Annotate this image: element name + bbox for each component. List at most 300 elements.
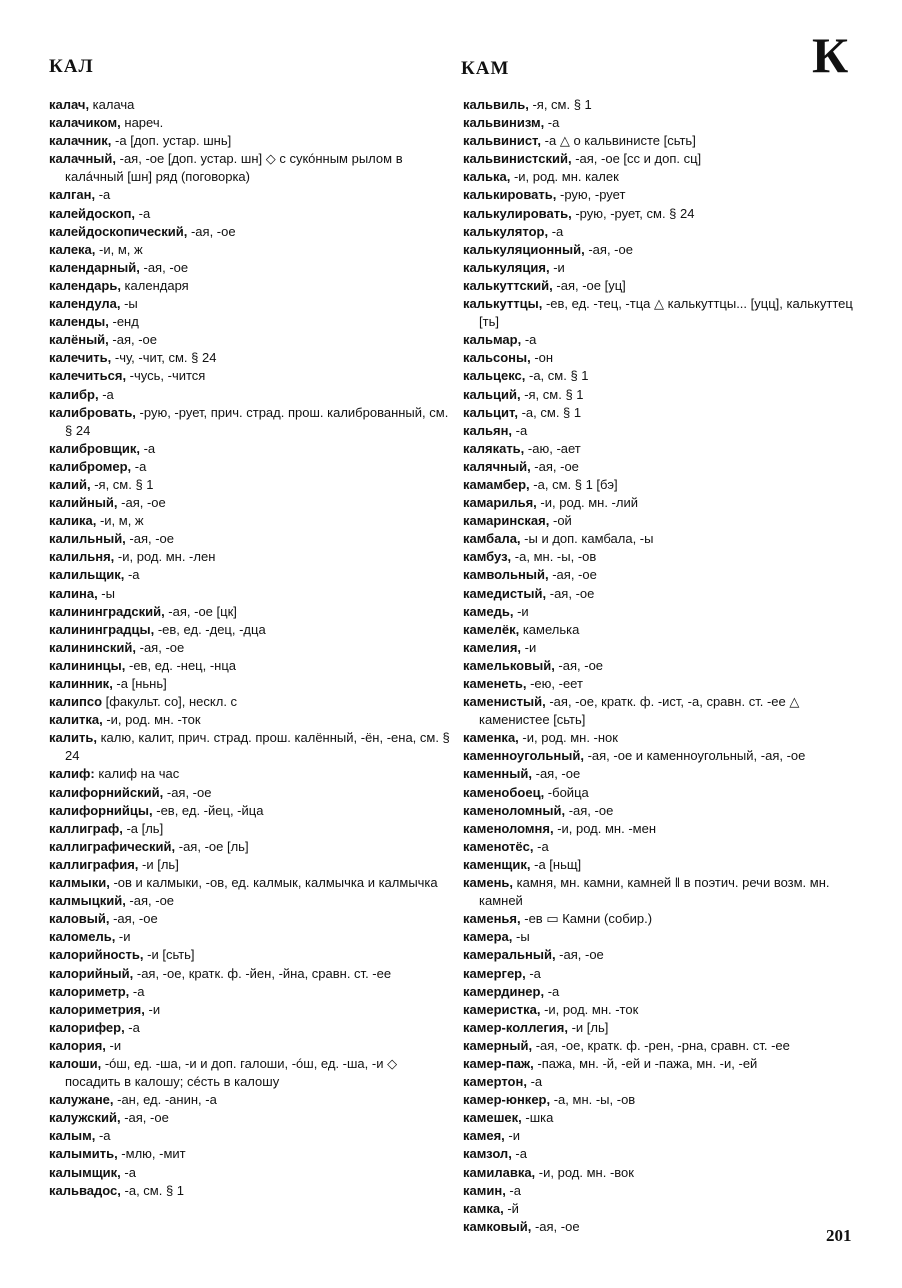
entry-grammar: -ая, -ое [сс и доп. сц] [571, 151, 702, 167]
entry-grammar: [факульт. со], нескл. с [102, 694, 238, 710]
entry-grammar: калиф на час [94, 766, 180, 782]
entry-headword: калым, [49, 1128, 96, 1144]
entry-grammar: -а, см. § 1 [525, 368, 589, 384]
entry-headword: каменщик, [463, 856, 531, 872]
entry-headword: калмыцкий, [49, 893, 126, 909]
dictionary-entry [49, 838, 455, 856]
dictionary-entry [49, 1091, 455, 1109]
entry-headword: камень, [463, 875, 514, 891]
entry-headword: калипсо [49, 694, 103, 710]
dictionary-entry [463, 1055, 861, 1073]
entry-headword: камер-юнкер, [463, 1092, 551, 1108]
dictionary-entry [49, 331, 455, 349]
entry-grammar: -а [120, 1164, 136, 1180]
entry-grammar: -а [95, 1128, 111, 1144]
entry-headword: кальвинист, [463, 133, 542, 149]
dictionary-entry [463, 639, 861, 657]
dictionary-entry [463, 132, 861, 150]
entry-headword: камамбер, [463, 476, 530, 492]
dictionary-entry [463, 784, 861, 802]
entry-grammar: -а [505, 1182, 521, 1198]
entry-grammar: -и [ль] [567, 1019, 609, 1035]
dictionary-entry [49, 404, 455, 440]
entry-grammar: -а [525, 965, 541, 981]
dictionary-entry [49, 820, 455, 838]
dictionary-entry [49, 874, 455, 892]
entry-grammar: -а [98, 386, 114, 402]
entry-grammar: -а, см. § 1 [517, 404, 582, 420]
entry-headword: калитка, [49, 712, 103, 728]
entry-grammar: -ая, -ое [548, 567, 597, 583]
entry-grammar: -и, род. мн. -ток [540, 1001, 639, 1017]
dictionary-entry [49, 1037, 455, 1055]
entry-headword: калоши, [49, 1055, 102, 1071]
left-guide-word: КАЛ [49, 56, 94, 77]
entry-headword: калориметрия, [49, 1001, 145, 1017]
entry-headword: калымщик, [49, 1164, 121, 1180]
dictionary-entry [49, 1145, 455, 1163]
entry-headword: каломель, [49, 929, 116, 945]
entry-headword: календарь, [49, 277, 121, 293]
entry-grammar: -ы [97, 585, 115, 601]
dictionary-entry [49, 639, 455, 657]
entry-grammar: -аю, -ает [524, 440, 581, 456]
entry-grammar: -и, род. мн. -лий [536, 495, 638, 511]
dictionary-entry [49, 675, 455, 693]
dictionary-entry [463, 965, 861, 983]
entry-grammar: -а [544, 115, 560, 131]
dictionary-entry [463, 1001, 861, 1019]
entry-headword: калмыки, [49, 875, 110, 891]
dictionary-entry [49, 277, 455, 295]
dictionary-entry [49, 313, 455, 331]
dictionary-entry [463, 946, 861, 964]
dictionary-entry [463, 1127, 861, 1145]
dictionary-entry [463, 476, 861, 494]
entry-grammar: -а, мн. -ы, -ов [550, 1092, 636, 1108]
entry-grammar: -а [533, 838, 549, 854]
dictionary-entry [463, 1145, 861, 1163]
dictionary-entry [463, 585, 861, 603]
entry-grammar: -ая, -ое [уц] [552, 277, 626, 293]
dictionary-entry [49, 440, 455, 458]
entry-grammar: камелька [519, 621, 580, 637]
dictionary-entry [463, 295, 861, 331]
entry-grammar: -ая, -ое, кратк. ф. -ист, -а, сравн. ст. -ее △ каменистее [сьть] [479, 694, 800, 728]
entry-grammar: -а [139, 440, 156, 456]
entry-grammar: нареч. [120, 115, 164, 131]
entry-headword: кальвинистский, [463, 151, 572, 167]
entry-headword: калорийность, [49, 947, 144, 963]
entry-grammar: -а △ о кальвинисте [сьть] [541, 133, 696, 149]
entry-grammar: -а [131, 458, 147, 474]
entry-headword: кальсоны, [463, 350, 531, 366]
dictionary-entry [49, 205, 455, 223]
entry-headword: кальвадос, [49, 1182, 121, 1198]
entry-grammar: -ая, -ое [139, 259, 189, 275]
entry-headword: каменотёс, [463, 838, 534, 854]
entry-headword: камин, [463, 1182, 506, 1198]
dictionary-entry [49, 856, 455, 874]
entry-grammar: -и [521, 639, 537, 655]
dictionary-entry [49, 729, 455, 765]
entry-headword: каллиграфический, [49, 838, 176, 854]
entry-grammar: -ев, ед. -тец, -тца △ калькуттцы... [уцц], калькуттец [ть] [479, 296, 853, 330]
dictionary-entry [49, 566, 455, 584]
dictionary-entry [463, 404, 861, 422]
entry-headword: калибровщик, [49, 440, 140, 456]
dictionary-entry [49, 386, 455, 404]
entry-grammar: -и [513, 603, 529, 619]
dictionary-entry [49, 603, 455, 621]
entry-headword: калибромер, [49, 458, 132, 474]
entry-headword: калильщик, [49, 567, 125, 583]
entry-grammar: -а, мн. -ы, -ов [511, 549, 597, 565]
entry-grammar: -пажа, мн. -й, -ей и -пажа, мн. -и, -ей [533, 1055, 758, 1071]
entry-headword: калиф: [49, 766, 95, 782]
entry-grammar: -и [115, 929, 131, 945]
entry-headword: каменобоец, [463, 784, 545, 800]
entry-headword: камер-коллегия, [463, 1019, 568, 1035]
dictionary-entry [463, 1200, 861, 1218]
entry-headword: калькуттский, [463, 277, 553, 293]
entry-headword: камертон, [463, 1074, 527, 1090]
dictionary-entry [463, 168, 861, 186]
entry-grammar: -а [ньщ] [530, 856, 582, 872]
dictionary-entry [463, 729, 861, 747]
dictionary-entry [463, 386, 861, 404]
dictionary-entry [49, 530, 455, 548]
entry-headword: калить, [49, 730, 97, 746]
entry-headword: калган, [49, 187, 96, 203]
entry-headword: калининградский, [49, 603, 165, 619]
entry-grammar: -ая, -ое [531, 1218, 580, 1234]
entry-grammar: -ев, ед. -дец, -дца [154, 621, 266, 637]
entry-headword: калина, [49, 585, 98, 601]
entry-grammar: -ею, -еет [526, 676, 583, 691]
dictionary-entry [49, 1182, 455, 1200]
dictionary-entry [49, 132, 455, 150]
entry-grammar: -ая, -ое [530, 458, 579, 474]
dictionary-entry [463, 1218, 861, 1236]
dictionary-entry [49, 946, 455, 964]
dictionary-entry [49, 114, 455, 132]
dictionary-entry [463, 512, 861, 530]
entry-headword: калач, [49, 97, 90, 112]
dictionary-entry [49, 1109, 455, 1127]
entry-grammar: -ая, -ое [546, 585, 595, 601]
entry-grammar: -óш, ед. -ша, -и и доп. галоши, -óш, ед. -ша, -и ◇ посадить в калошу; сéсть в калошу [65, 1055, 398, 1090]
dictionary-entry [49, 928, 455, 946]
entry-headword: калейдоскопический, [49, 223, 188, 239]
entry-grammar: -а [ль] [122, 820, 164, 836]
right-column [463, 96, 861, 1236]
entry-headword: калечить, [49, 350, 112, 366]
entry-grammar: -ая, -ое [554, 657, 604, 673]
entry-headword: калорифер, [49, 1019, 125, 1035]
entry-headword: калёный, [49, 332, 109, 348]
dictionary-entry [463, 186, 861, 204]
entry-grammar: -ая, -ое [120, 1110, 169, 1126]
page-number: 201 [826, 1226, 852, 1245]
entry-grammar: -и, род. мн. -мен [553, 820, 657, 836]
dictionary-entry [463, 259, 861, 277]
entry-headword: камарилья, [463, 495, 537, 511]
entry-headword: калининцы, [49, 657, 126, 673]
dictionary-entry [463, 530, 861, 548]
entry-headword: камка, [463, 1200, 504, 1216]
entry-headword: кальцекс, [463, 368, 526, 384]
entry-headword: калымить, [49, 1146, 118, 1162]
entry-headword: калькуляционный, [463, 241, 585, 257]
entry-headword: камеральный, [463, 947, 556, 963]
entry-grammar: -й [503, 1200, 519, 1216]
entry-headword: камелия, [463, 639, 522, 655]
entry-grammar: -я, см. § 1 [90, 476, 154, 492]
dictionary-entry [463, 331, 861, 349]
entry-grammar: -а [548, 223, 564, 239]
dictionary-entry [49, 259, 455, 277]
entry-headword: камеристка, [463, 1001, 541, 1017]
entry-headword: камергер, [463, 965, 526, 981]
dictionary-entry [463, 603, 861, 621]
dictionary-entry [463, 928, 861, 946]
entry-grammar: -ан, ед. -анин, -а [113, 1092, 217, 1108]
entry-grammar: калача [89, 97, 135, 112]
dictionary-entry [49, 621, 455, 639]
dictionary-entry [463, 802, 861, 820]
entry-headword: камея, [463, 1128, 505, 1144]
entry-grammar: -шка [521, 1110, 554, 1126]
right-guide-word: КАМ [461, 58, 510, 79]
entry-grammar: -и, род. мн. калек [510, 169, 619, 185]
dictionary-entry [49, 983, 455, 1001]
entry-headword: каменка, [463, 730, 519, 746]
dictionary-entry [49, 910, 455, 928]
entry-grammar: -а, см. § 1 [120, 1182, 185, 1198]
entry-grammar: -и [105, 1037, 122, 1053]
dictionary-entry [463, 494, 861, 512]
dictionary-entry [49, 512, 455, 530]
entry-headword: калячный, [463, 458, 531, 474]
dictionary-entry [49, 892, 455, 910]
entry-grammar: -я, см. § 1 [528, 97, 592, 112]
entry-grammar: -и, м, ж [95, 241, 143, 257]
dictionary-entry [463, 747, 861, 765]
dictionary-entry [49, 1127, 455, 1145]
dictionary-entry [463, 566, 861, 584]
dictionary-entry [463, 675, 861, 693]
dictionary-entry [49, 458, 455, 476]
dictionary-entry [49, 1055, 455, 1091]
entry-grammar: -ов и калмыки, -ов, ед. калмык, калмычка и калмычка [109, 875, 438, 891]
dictionary-entry [463, 1109, 861, 1127]
entry-grammar: -а [521, 332, 537, 348]
dictionary-entry [463, 983, 861, 1001]
entry-headword: калачиком, [49, 115, 121, 131]
entry-grammar: -и [549, 259, 565, 275]
dictionary-entry [463, 277, 861, 295]
dictionary-entry [49, 494, 455, 512]
entry-headword: каменноугольный, [463, 748, 584, 764]
entry-grammar: -а [124, 567, 140, 583]
entry-headword: калька, [463, 169, 511, 185]
entry-headword: калильня, [49, 549, 115, 565]
dictionary-entry [49, 186, 455, 204]
entry-grammar: -чу, -чит, см. § 24 [111, 350, 217, 366]
entry-grammar: -ы [120, 296, 138, 312]
dictionary-entry [463, 1091, 861, 1109]
entry-grammar: -ая, -ое [565, 802, 614, 818]
dictionary-entry [463, 621, 861, 639]
entry-grammar: -ая, -ое, кратк. ф. -йен, -йна, сравн. ст. -ее [133, 965, 392, 981]
entry-headword: калужский, [49, 1110, 121, 1126]
entry-grammar: -я, см. § 1 [520, 386, 584, 402]
entry-headword: кальвиль, [463, 97, 529, 112]
dictionary-entry [463, 422, 861, 440]
dictionary-entry [49, 548, 455, 566]
entry-headword: камедь, [463, 603, 514, 619]
entry-headword: калькулятор, [463, 223, 549, 239]
entry-headword: каменистый, [463, 694, 546, 710]
entry-headword: калифорнийский, [49, 784, 164, 800]
entry-grammar: -ая, -ое [555, 947, 604, 963]
dictionary-entry [463, 1019, 861, 1037]
dictionary-entry [463, 874, 861, 910]
entry-grammar: -ая, -ое [цк] [164, 603, 237, 619]
entry-grammar: -ая, -ое [125, 531, 175, 547]
entry-grammar: -рую, -рует, см. § 24 [571, 205, 695, 221]
entry-grammar: -ая, -ое [117, 495, 166, 511]
dictionary-entry [49, 1164, 455, 1182]
dictionary-entry [49, 96, 455, 114]
entry-headword: калькировать, [463, 187, 557, 203]
entry-grammar: -и, род. мн. -лен [114, 549, 216, 565]
entry-grammar: -а [526, 1074, 543, 1090]
entry-headword: календарный, [49, 259, 140, 275]
entry-headword: калифорнийцы, [49, 802, 153, 818]
dictionary-entry [463, 349, 861, 367]
entry-headword: каменоломня, [463, 820, 554, 836]
entry-grammar: -и [ль] [138, 856, 179, 872]
entry-headword: калачный, [49, 151, 117, 167]
entry-headword: календула, [49, 296, 121, 312]
entry-grammar: камня, мн. камни, камней ‖ в поэтич. речи возм. мн. камней [479, 875, 830, 909]
entry-headword: калачник, [49, 133, 112, 149]
entry-headword: кальцит, [463, 404, 518, 420]
entry-grammar: -рую, -рует [556, 187, 626, 203]
dictionary-entry [49, 476, 455, 494]
dictionary-entry [463, 205, 861, 223]
entry-headword: кальций, [463, 386, 521, 402]
dictionary-entry [463, 114, 861, 132]
entry-grammar: -и [504, 1128, 520, 1144]
entry-headword: калькуляция, [463, 259, 550, 275]
dictionary-entry [463, 1073, 861, 1091]
dictionary-entry [49, 367, 455, 385]
entry-grammar: -ая, -ое, кратк. ф. -рен, -рна, сравн. ст. -ее [532, 1037, 790, 1053]
dictionary-entry [463, 820, 861, 838]
entry-headword: камешек, [463, 1110, 522, 1126]
dictionary-entry [463, 657, 861, 675]
entry-grammar: -и, род. мн. -ток [102, 712, 201, 728]
entry-grammar: -рую, -рует, прич. страд. прош. калиброванный, см. § 24 [65, 404, 449, 438]
entry-headword: камерный, [463, 1037, 533, 1053]
entry-headword: камера, [463, 929, 513, 945]
entry-headword: калика, [49, 513, 97, 529]
entry-headword: калибровать, [49, 404, 136, 420]
entry-headword: кальвинизм, [463, 115, 545, 131]
entry-grammar: калю, калит, прич. страд. прош. калённый, -ён, -ена, см. § 24 [65, 730, 450, 764]
entry-grammar: -и, род. мн. -вок [535, 1164, 634, 1180]
dictionary-entry [463, 367, 861, 385]
entry-grammar: -и, род. мн. -нок [518, 730, 618, 746]
dictionary-entry [49, 295, 455, 313]
entry-headword: калория, [49, 1037, 106, 1053]
entry-grammar: -ев, ед. -нец, -нца [125, 657, 237, 673]
dictionary-entry [463, 150, 861, 168]
entry-grammar: календаря [120, 277, 189, 293]
entry-headword: калькуттцы, [463, 296, 543, 312]
section-letter: К [812, 27, 849, 83]
entry-headword: камилавка, [463, 1164, 536, 1180]
entry-headword: калейдоскоп, [49, 205, 136, 221]
entry-headword: камердинер, [463, 983, 545, 999]
entry-grammar: -и [144, 1001, 161, 1017]
entry-grammar: -и [сьть] [143, 947, 195, 963]
entry-grammar: -а [доп. устар. шнь] [111, 133, 232, 149]
dictionary-entry [49, 711, 455, 729]
entry-grammar: -чусь, -чится [126, 368, 206, 384]
entry-headword: калинник, [49, 676, 113, 691]
entry-headword: калорийный, [49, 965, 134, 981]
entry-headword: камаринская, [463, 513, 550, 529]
entry-headword: калибр, [49, 386, 99, 402]
entry-grammar: -енд [108, 314, 139, 330]
dictionary-entry [49, 223, 455, 241]
entry-headword: калильный, [49, 531, 126, 547]
entry-headword: каменоломный, [463, 802, 566, 818]
entry-grammar: -а [129, 983, 145, 999]
dictionary-entry [49, 1001, 455, 1019]
entry-grammar: -а [95, 187, 111, 203]
dictionary-entry [463, 1164, 861, 1182]
entry-grammar: -он [530, 350, 554, 366]
entry-grammar: -ы и доп. камбала, -ы [520, 531, 654, 547]
entry-grammar: -а, см. § 1 [бэ] [529, 476, 618, 492]
dictionary-entry [49, 693, 455, 711]
entry-grammar: -млю, -мит [117, 1146, 186, 1162]
dictionary-entry [49, 1019, 455, 1037]
entry-headword: каловый, [49, 911, 110, 927]
dictionary-entry [463, 1182, 861, 1200]
dictionary-entry [463, 440, 861, 458]
dictionary-entry [463, 910, 861, 928]
entry-headword: калининградцы, [49, 621, 155, 637]
entry-headword: калужане, [49, 1092, 114, 1108]
entry-headword: каллиграф, [49, 820, 123, 836]
dictionary-entry [49, 784, 455, 802]
entry-grammar: -бойца [544, 784, 589, 800]
entry-headword: кальян, [463, 422, 513, 438]
entry-headword: камзол, [463, 1146, 512, 1162]
dictionary-entry [49, 965, 455, 983]
entry-headword: камельковый, [463, 657, 555, 673]
entry-grammar: -и, м, ж [96, 513, 144, 529]
entry-headword: камвольный, [463, 567, 549, 583]
dictionary-entry [49, 802, 455, 820]
dictionary-entry [463, 693, 861, 729]
